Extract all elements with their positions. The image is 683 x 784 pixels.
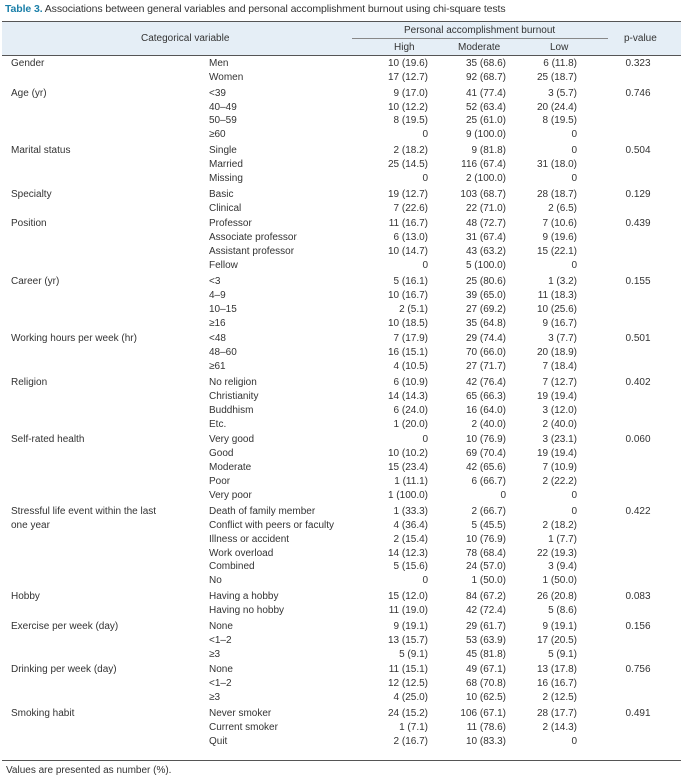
cell-high: 9 (17.0) <box>393 87 428 99</box>
header-moderate: Moderate <box>458 42 501 53</box>
cell-high: 15 (23.4) <box>387 462 428 474</box>
row-subgroup: Poor <box>209 476 231 488</box>
table-row <box>0 101 683 115</box>
row-subgroup: <48 <box>209 333 226 345</box>
row-subgroup: Associate professor <box>209 232 297 244</box>
cell-low: 28 (18.7) <box>536 188 577 200</box>
cell-moderate: 25 (80.6) <box>465 275 506 287</box>
cell-pvalue: 0.501 <box>625 333 651 345</box>
cell-moderate: 10 (76.9) <box>465 434 506 446</box>
group-rule <box>352 38 608 39</box>
cell-low: 20 (24.4) <box>536 101 577 113</box>
cell-low: 7 (18.4) <box>542 361 577 373</box>
cell-low: 7 (10.9) <box>542 462 577 474</box>
cell-moderate: 103 (68.7) <box>460 188 506 200</box>
table-row <box>0 87 683 101</box>
cell-low: 0 <box>571 145 577 157</box>
cell-low: 19 (19.4) <box>536 390 577 402</box>
cell-moderate: 2 (40.0) <box>471 418 506 430</box>
cell-high: 25 (14.5) <box>387 159 428 171</box>
cell-low: 3 (12.0) <box>542 404 577 416</box>
cell-high: 6 (24.0) <box>393 404 428 416</box>
cell-low: 0 <box>571 129 577 141</box>
cell-high: 12 (12.5) <box>387 678 428 690</box>
table-row <box>0 231 683 245</box>
table-row <box>0 71 683 85</box>
cell-low: 25 (18.7) <box>536 71 577 83</box>
table-row <box>0 519 683 533</box>
cell-high: 11 (19.0) <box>388 605 428 616</box>
cell-moderate: 31 (67.4) <box>465 232 506 244</box>
cell-high: 14 (14.3) <box>387 390 428 402</box>
cell-moderate: 9 (81.8) <box>471 145 506 157</box>
table-row <box>0 259 683 273</box>
cell-low: 1 (50.0) <box>542 575 577 587</box>
cell-high: 10 (12.2) <box>387 101 428 113</box>
cell-high: 17 (12.7) <box>387 71 428 83</box>
cell-pvalue: 0.491 <box>625 707 651 719</box>
cell-high: 1 (100.0) <box>387 490 428 502</box>
cell-pvalue: 0.155 <box>625 275 651 287</box>
row-variable: one year <box>11 519 50 531</box>
cell-high: 4 (10.5) <box>393 361 428 373</box>
row-subgroup: Combined <box>209 561 255 573</box>
table-row <box>0 275 683 289</box>
cell-low: 19 (19.4) <box>536 448 577 460</box>
cell-high: 6 (13.0) <box>393 232 428 244</box>
table-row <box>0 547 683 561</box>
cell-low: 3 (5.7) <box>548 87 577 99</box>
table-row <box>0 390 683 404</box>
row-subgroup: Clinical <box>209 202 242 214</box>
row-variable: Stressful life event within the last <box>11 505 157 517</box>
cell-low: 8 (19.5) <box>542 115 577 127</box>
cell-low: 0 <box>571 260 577 272</box>
cell-high: 13 (15.7) <box>387 634 428 646</box>
table-row <box>0 128 683 142</box>
cell-moderate: 2 (100.0) <box>465 172 506 184</box>
row-subgroup: ≥60 <box>209 129 226 141</box>
cell-low: 2 (18.2) <box>542 519 577 531</box>
cell-low: 26 (20.8) <box>536 591 577 603</box>
cell-high: 4 (36.4) <box>393 519 428 531</box>
cell-high: 11 (16.7) <box>388 218 428 230</box>
table-row <box>0 489 683 503</box>
row-subgroup: 48–60 <box>209 347 237 359</box>
cell-moderate: 22 (71.0) <box>465 202 506 214</box>
cell-high: 16 (15.1) <box>387 347 428 359</box>
row-subgroup: None <box>209 620 233 632</box>
table-row <box>0 346 683 360</box>
cell-moderate: 5 (100.0) <box>465 260 506 272</box>
cell-low: 0 <box>571 490 577 502</box>
cell-high: 1 (20.0) <box>393 418 428 430</box>
table-row <box>0 620 683 634</box>
cell-low: 1 (3.2) <box>548 275 577 287</box>
header-pvalue: p-value <box>624 33 657 44</box>
cell-moderate: 11 (78.6) <box>466 721 506 733</box>
row-variable: Specialty <box>11 188 52 200</box>
cell-high: 19 (12.7) <box>387 188 428 200</box>
table-row <box>0 332 683 346</box>
cell-low: 10 (25.6) <box>536 303 577 315</box>
cell-moderate: 48 (72.7) <box>465 218 506 230</box>
cell-high: 5 (16.1) <box>393 275 428 287</box>
table-row <box>0 461 683 475</box>
cell-high: 0 <box>422 575 428 587</box>
cell-moderate: 68 (70.8) <box>465 678 506 690</box>
row-subgroup: Basic <box>209 188 234 200</box>
table-row <box>0 418 683 432</box>
cell-high: 2 (18.2) <box>393 145 428 157</box>
top-rule <box>2 21 681 22</box>
row-variable: Drinking per week (day) <box>11 664 117 676</box>
cell-moderate: 16 (64.0) <box>465 404 506 416</box>
cell-low: 28 (17.7) <box>536 707 577 719</box>
table-row <box>0 217 683 231</box>
cell-low: 5 (8.6) <box>548 605 577 616</box>
row-subgroup: Good <box>209 448 234 460</box>
cell-low: 7 (10.6) <box>542 218 577 230</box>
row-subgroup: Current smoker <box>209 721 278 733</box>
cell-moderate: 29 (61.7) <box>465 620 506 632</box>
row-subgroup: 10–15 <box>209 303 237 315</box>
cell-high: 7 (22.6) <box>393 202 428 214</box>
cell-moderate: 35 (68.6) <box>465 58 506 69</box>
row-subgroup: No religion <box>209 376 257 388</box>
row-subgroup: Women <box>209 71 244 83</box>
cell-high: 1 (33.3) <box>393 505 428 517</box>
row-subgroup: 4–9 <box>209 289 226 301</box>
row-subgroup: Moderate <box>209 462 252 474</box>
row-subgroup: Married <box>209 159 243 171</box>
row-subgroup: Missing <box>209 172 243 184</box>
cell-pvalue: 0.060 <box>625 434 651 446</box>
table-row <box>0 376 683 390</box>
cell-low: 17 (20.5) <box>536 634 577 646</box>
cell-low: 1 (7.7) <box>548 533 577 545</box>
row-subgroup: 40–49 <box>209 101 237 113</box>
cell-moderate: 70 (66.0) <box>465 347 506 359</box>
table-row <box>0 404 683 418</box>
cell-moderate: 52 (63.4) <box>465 101 506 113</box>
row-subgroup: No <box>209 575 222 587</box>
row-subgroup: 50–59 <box>209 115 237 127</box>
cell-pvalue: 0.439 <box>625 218 651 230</box>
cell-moderate: 10 (83.3) <box>465 735 506 747</box>
row-subgroup: Single <box>209 145 237 157</box>
cell-low: 3 (23.1) <box>542 434 577 446</box>
cell-high: 0 <box>422 434 428 446</box>
cell-high: 0 <box>422 260 428 272</box>
cell-low: 9 (16.7) <box>542 317 577 329</box>
row-subgroup: Men <box>209 58 229 69</box>
cell-pvalue: 0.422 <box>625 505 651 517</box>
cell-high: 7 (17.9) <box>393 333 428 345</box>
row-subgroup: Quit <box>209 735 228 747</box>
cell-moderate: 53 (63.9) <box>465 634 506 646</box>
cell-pvalue: 0.756 <box>625 664 651 676</box>
row-subgroup: Illness or accident <box>209 533 290 545</box>
cell-pvalue: 0.083 <box>625 591 651 603</box>
cell-pvalue: 0.402 <box>625 376 651 388</box>
row-subgroup: Conflict with peers or faculty <box>209 519 335 531</box>
row-subgroup: Fellow <box>209 260 238 272</box>
row-subgroup: ≥61 <box>209 361 226 373</box>
bottom-rule <box>2 760 681 761</box>
table-row <box>0 144 683 158</box>
cell-moderate: 78 (68.4) <box>465 547 506 559</box>
cell-high: 2 (5.1) <box>399 303 428 315</box>
cell-moderate: 116 (67.4) <box>461 159 506 171</box>
cell-moderate: 10 (76.9) <box>465 533 506 545</box>
cell-low: 20 (18.9) <box>536 347 577 359</box>
cell-high: 10 (14.7) <box>387 246 428 258</box>
row-variable: Career (yr) <box>11 275 60 287</box>
table-row <box>0 663 683 677</box>
header-high: High <box>394 42 415 53</box>
table-row <box>0 604 683 618</box>
row-variable: Exercise per week (day) <box>11 620 119 632</box>
row-subgroup: ≥16 <box>209 317 226 329</box>
table-row <box>0 172 683 186</box>
cell-moderate: 42 (76.4) <box>465 376 506 388</box>
table-caption: Associations between general variables and personal accomplishment burnout using chi-square tests <box>44 3 506 15</box>
row-subgroup: Work overload <box>209 547 274 559</box>
cell-moderate: 5 (45.5) <box>471 519 506 531</box>
table-label: Table 3. <box>5 3 43 15</box>
cell-low: 0 <box>571 505 577 517</box>
cell-pvalue: 0.746 <box>625 87 651 99</box>
cell-moderate: 69 (70.4) <box>465 448 506 460</box>
cell-high: 10 (18.5) <box>387 317 428 329</box>
header-rule <box>2 55 681 56</box>
cell-moderate: 42 (65.6) <box>465 462 506 474</box>
cell-low: 22 (19.3) <box>536 547 577 559</box>
cell-low: 5 (9.1) <box>548 648 577 660</box>
row-subgroup: Having a hobby <box>209 591 279 603</box>
cell-high: 9 (19.1) <box>393 620 428 632</box>
cell-moderate: 49 (67.1) <box>465 664 506 676</box>
cell-high: 15 (12.0) <box>387 591 428 603</box>
table-row <box>0 289 683 303</box>
cell-low: 6 (11.8) <box>543 58 577 69</box>
table-row <box>0 57 683 71</box>
table-row <box>0 447 683 461</box>
cell-high: 2 (16.7) <box>393 735 428 747</box>
cell-moderate: 6 (66.7) <box>471 476 506 488</box>
cell-moderate: 42 (72.4) <box>465 605 506 616</box>
row-variable: Age (yr) <box>11 87 47 99</box>
cell-moderate: 39 (65.0) <box>465 289 506 301</box>
cell-high: 14 (12.3) <box>387 547 428 559</box>
cell-low: 9 (19.1) <box>542 620 577 632</box>
cell-high: 5 (15.6) <box>393 561 428 573</box>
table-row <box>0 691 683 705</box>
table-row <box>0 360 683 374</box>
cell-low: 9 (19.6) <box>542 232 577 244</box>
cell-low: 7 (12.7) <box>542 376 577 388</box>
cell-high: 6 (10.9) <box>393 376 428 388</box>
table-row <box>0 303 683 317</box>
cell-low: 0 <box>571 735 577 747</box>
cell-low: 0 <box>571 172 577 184</box>
cell-low: 3 (9.4) <box>548 561 577 573</box>
cell-moderate: 29 (74.4) <box>465 333 506 345</box>
table-row <box>0 433 683 447</box>
table-row <box>0 245 683 259</box>
cell-high: 8 (19.5) <box>393 115 428 127</box>
row-variable: Marital status <box>11 145 71 157</box>
table-row <box>0 533 683 547</box>
table-row <box>0 707 683 721</box>
cell-moderate: 9 (100.0) <box>465 129 506 141</box>
table-row <box>0 735 683 749</box>
footnote: Values are presented as number (%). <box>6 765 172 776</box>
table-row <box>0 202 683 216</box>
table-row <box>0 677 683 691</box>
cell-high: 10 (16.7) <box>387 289 428 301</box>
cell-pvalue: 0.323 <box>625 58 651 69</box>
row-variable: Self-rated health <box>11 434 85 446</box>
cell-low: 31 (18.0) <box>536 159 577 171</box>
cell-low: 2 (12.5) <box>542 692 577 704</box>
cell-low: 3 (7.7) <box>548 333 577 345</box>
cell-moderate: 35 (64.8) <box>465 317 506 329</box>
cell-low: 15 (22.1) <box>536 246 577 258</box>
table-row <box>0 634 683 648</box>
cell-pvalue: 0.156 <box>625 620 651 632</box>
table-row <box>0 574 683 588</box>
cell-high: 11 (15.1) <box>388 664 428 676</box>
cell-moderate: 65 (66.3) <box>465 390 506 402</box>
table-row <box>0 721 683 735</box>
cell-low: 2 (6.5) <box>548 202 577 214</box>
cell-high: 24 (15.2) <box>387 707 428 719</box>
cell-moderate: 92 (68.7) <box>465 71 506 83</box>
cell-moderate: 41 (77.4) <box>465 87 506 99</box>
table-title <box>5 3 506 15</box>
cell-moderate: 27 (69.2) <box>465 303 506 315</box>
row-subgroup: Etc. <box>209 418 227 430</box>
cell-low: 13 (17.8) <box>536 664 577 676</box>
cell-low: 11 (18.3) <box>537 289 577 301</box>
cell-low: 16 (16.7) <box>536 678 577 690</box>
row-variable: Working hours per week (hr) <box>11 333 137 345</box>
cell-moderate: 43 (63.2) <box>465 246 506 258</box>
cell-high: 0 <box>422 129 428 141</box>
row-subgroup: Professor <box>209 218 252 230</box>
cell-moderate: 106 (67.1) <box>460 707 506 719</box>
cell-high: 1 (7.1) <box>399 721 428 733</box>
table-row <box>0 590 683 604</box>
row-subgroup: <39 <box>209 87 226 99</box>
row-subgroup: Buddhism <box>209 404 254 416</box>
row-variable: Position <box>11 218 47 230</box>
table-row <box>0 475 683 489</box>
row-subgroup: Very good <box>209 434 255 446</box>
cell-moderate: 10 (62.5) <box>465 692 506 704</box>
row-subgroup: Assistant professor <box>209 246 295 258</box>
row-subgroup: Very poor <box>209 490 252 502</box>
row-subgroup: <1–2 <box>209 678 232 690</box>
cell-high: 1 (11.1) <box>394 476 428 488</box>
row-variable: Hobby <box>11 591 40 603</box>
table-body <box>0 57 683 749</box>
row-subgroup: None <box>209 664 233 676</box>
table-row <box>0 560 683 574</box>
row-subgroup: Death of family member <box>209 505 316 517</box>
cell-moderate: 25 (61.0) <box>465 115 506 127</box>
cell-moderate: 1 (50.0) <box>471 575 506 587</box>
table-row <box>0 648 683 662</box>
cell-low: 2 (22.2) <box>542 476 577 488</box>
header-categorical: Categorical variable <box>141 33 230 44</box>
row-subgroup: <1–2 <box>209 634 232 646</box>
table-row <box>0 188 683 202</box>
row-variable: Religion <box>11 376 48 388</box>
row-subgroup: ≥3 <box>209 648 221 660</box>
row-subgroup: Christianity <box>209 390 259 402</box>
row-subgroup: Having no hobby <box>209 605 285 616</box>
table-row <box>0 114 683 128</box>
cell-high: 10 (19.6) <box>387 58 428 69</box>
cell-moderate: 27 (71.7) <box>465 361 506 373</box>
row-variable: Gender <box>11 58 45 69</box>
cell-pvalue: 0.129 <box>625 188 651 200</box>
cell-high: 4 (25.0) <box>393 692 428 704</box>
cell-moderate: 2 (66.7) <box>471 505 506 517</box>
table-row <box>0 505 683 519</box>
cell-high: 0 <box>422 172 428 184</box>
cell-moderate: 45 (81.8) <box>465 648 506 660</box>
table-row <box>0 317 683 331</box>
cell-pvalue: 0.504 <box>625 145 651 157</box>
cell-high: 10 (10.2) <box>387 448 428 460</box>
cell-low: 2 (40.0) <box>542 418 577 430</box>
cell-high: 2 (15.4) <box>393 533 428 545</box>
header-low: Low <box>550 42 569 53</box>
row-variable: Smoking habit <box>11 707 75 719</box>
cell-high: 5 (9.1) <box>399 648 428 660</box>
cell-low: 2 (14.3) <box>542 721 577 733</box>
cell-moderate: 24 (57.0) <box>465 561 506 573</box>
row-subgroup: ≥3 <box>209 692 221 704</box>
table-row <box>0 158 683 172</box>
header-group: Personal accomplishment burnout <box>404 25 556 36</box>
cell-moderate: 0 <box>500 490 506 502</box>
row-subgroup: <3 <box>209 275 221 287</box>
row-subgroup: Never smoker <box>209 707 272 719</box>
cell-moderate: 84 (67.2) <box>465 591 506 603</box>
